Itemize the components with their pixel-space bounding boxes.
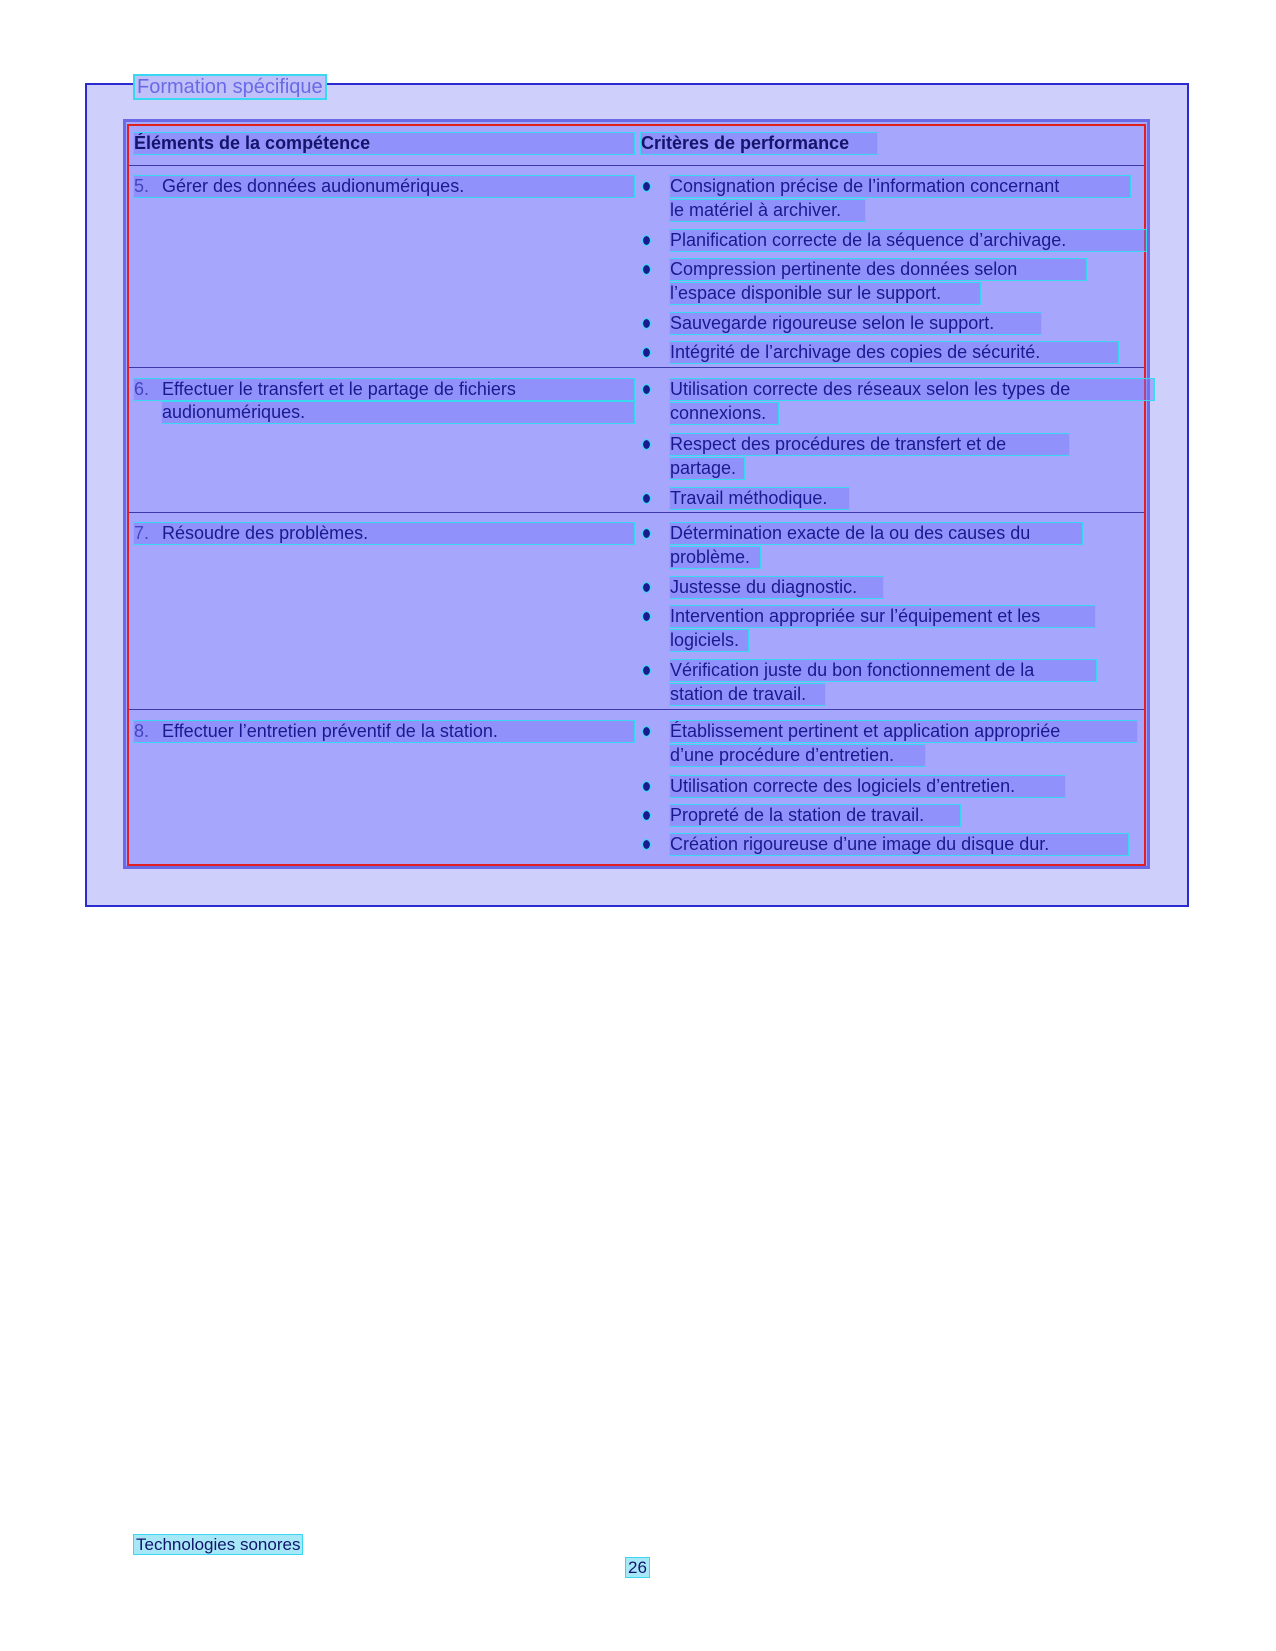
page-number: 26 (628, 1558, 647, 1577)
criterion-text: problème. (670, 547, 760, 568)
section-title: Formation spécifique (137, 76, 323, 98)
row-divider (129, 709, 1144, 710)
element-text: audionumériques. (162, 402, 634, 423)
criterion-text: le matériel à archiver. (670, 200, 865, 221)
criterion-text: Utilisation correcte des logiciels d’entretien. (670, 776, 1065, 797)
bullet-icon (643, 236, 650, 245)
criterion-text: Vérification juste du bon fonctionnement de la (670, 660, 1096, 681)
criterion-text: Utilisation correcte des réseaux selon les types de (670, 379, 1154, 400)
bullet-icon (643, 666, 650, 675)
bullet-icon (643, 385, 650, 394)
element-text: Résoudre des problèmes. (134, 523, 634, 544)
criterion-text: Propreté de la station de travail. (670, 805, 960, 826)
bullet-icon (643, 319, 650, 328)
header-elements: Éléments de la compétence (134, 133, 634, 154)
criterion-text: Justesse du diagnostic. (670, 577, 883, 598)
element-text: Gérer des données audionumériques. (134, 176, 634, 197)
criterion-text: Consignation précise de l’information concernant (670, 176, 1130, 197)
criterion-text: Respect des procédures de transfert et de (670, 434, 1069, 455)
bullet-icon (643, 440, 650, 449)
bullet-icon (643, 811, 650, 820)
element-number: 5. (134, 176, 150, 196)
bullet-icon (643, 583, 650, 592)
bullet-icon (643, 348, 650, 357)
criterion-text: Travail méthodique. (670, 488, 849, 509)
criterion-text: Planification correcte de la séquence d’archivage. (670, 230, 1146, 251)
criterion-text: Sauvegarde rigoureuse selon le support. (670, 313, 1041, 334)
element-number: 7. (134, 523, 150, 543)
criterion-text: Création rigoureuse d’une image du disque dur. (670, 834, 1128, 855)
criterion-text: Intervention appropriée sur l’équipement et les (670, 606, 1095, 627)
bullet-icon (643, 265, 650, 274)
element-text: Effectuer l’entretien préventif de la station. (134, 721, 634, 742)
row-divider (129, 512, 1144, 513)
criterion-text: connexions. (670, 403, 778, 424)
bullet-icon (643, 782, 650, 791)
bullet-icon (643, 494, 650, 503)
bullet-icon (643, 529, 650, 538)
criterion-text: Intégrité de l’archivage des copies de sécurité. (670, 342, 1118, 363)
criterion-text: station de travail. (670, 684, 825, 705)
criterion-text: Compression pertinente des données selon (670, 259, 1086, 280)
bullet-icon (643, 182, 650, 191)
criterion-text: partage. (670, 458, 744, 479)
criterion-text: Détermination exacte de la ou des causes du (670, 523, 1082, 544)
bullet-icon (643, 612, 650, 621)
element-number: 6. (134, 379, 150, 399)
row-divider (129, 367, 1144, 368)
criterion-text: Établissement pertinent et application appropriée (670, 721, 1137, 742)
header-criteria: Critères de performance (641, 133, 877, 154)
header-divider (129, 165, 1144, 166)
criterion-text: d’une procédure d’entretien. (670, 745, 925, 766)
criterion-text: l’espace disponible sur le support. (670, 283, 980, 304)
bullet-icon (643, 840, 650, 849)
element-text: Effectuer le transfert et le partage de fichiers (134, 379, 634, 400)
bullet-icon (643, 727, 650, 736)
criterion-text: logiciels. (670, 630, 748, 651)
footer-title: Technologies sonores (136, 1535, 301, 1554)
element-number: 8. (134, 721, 150, 741)
